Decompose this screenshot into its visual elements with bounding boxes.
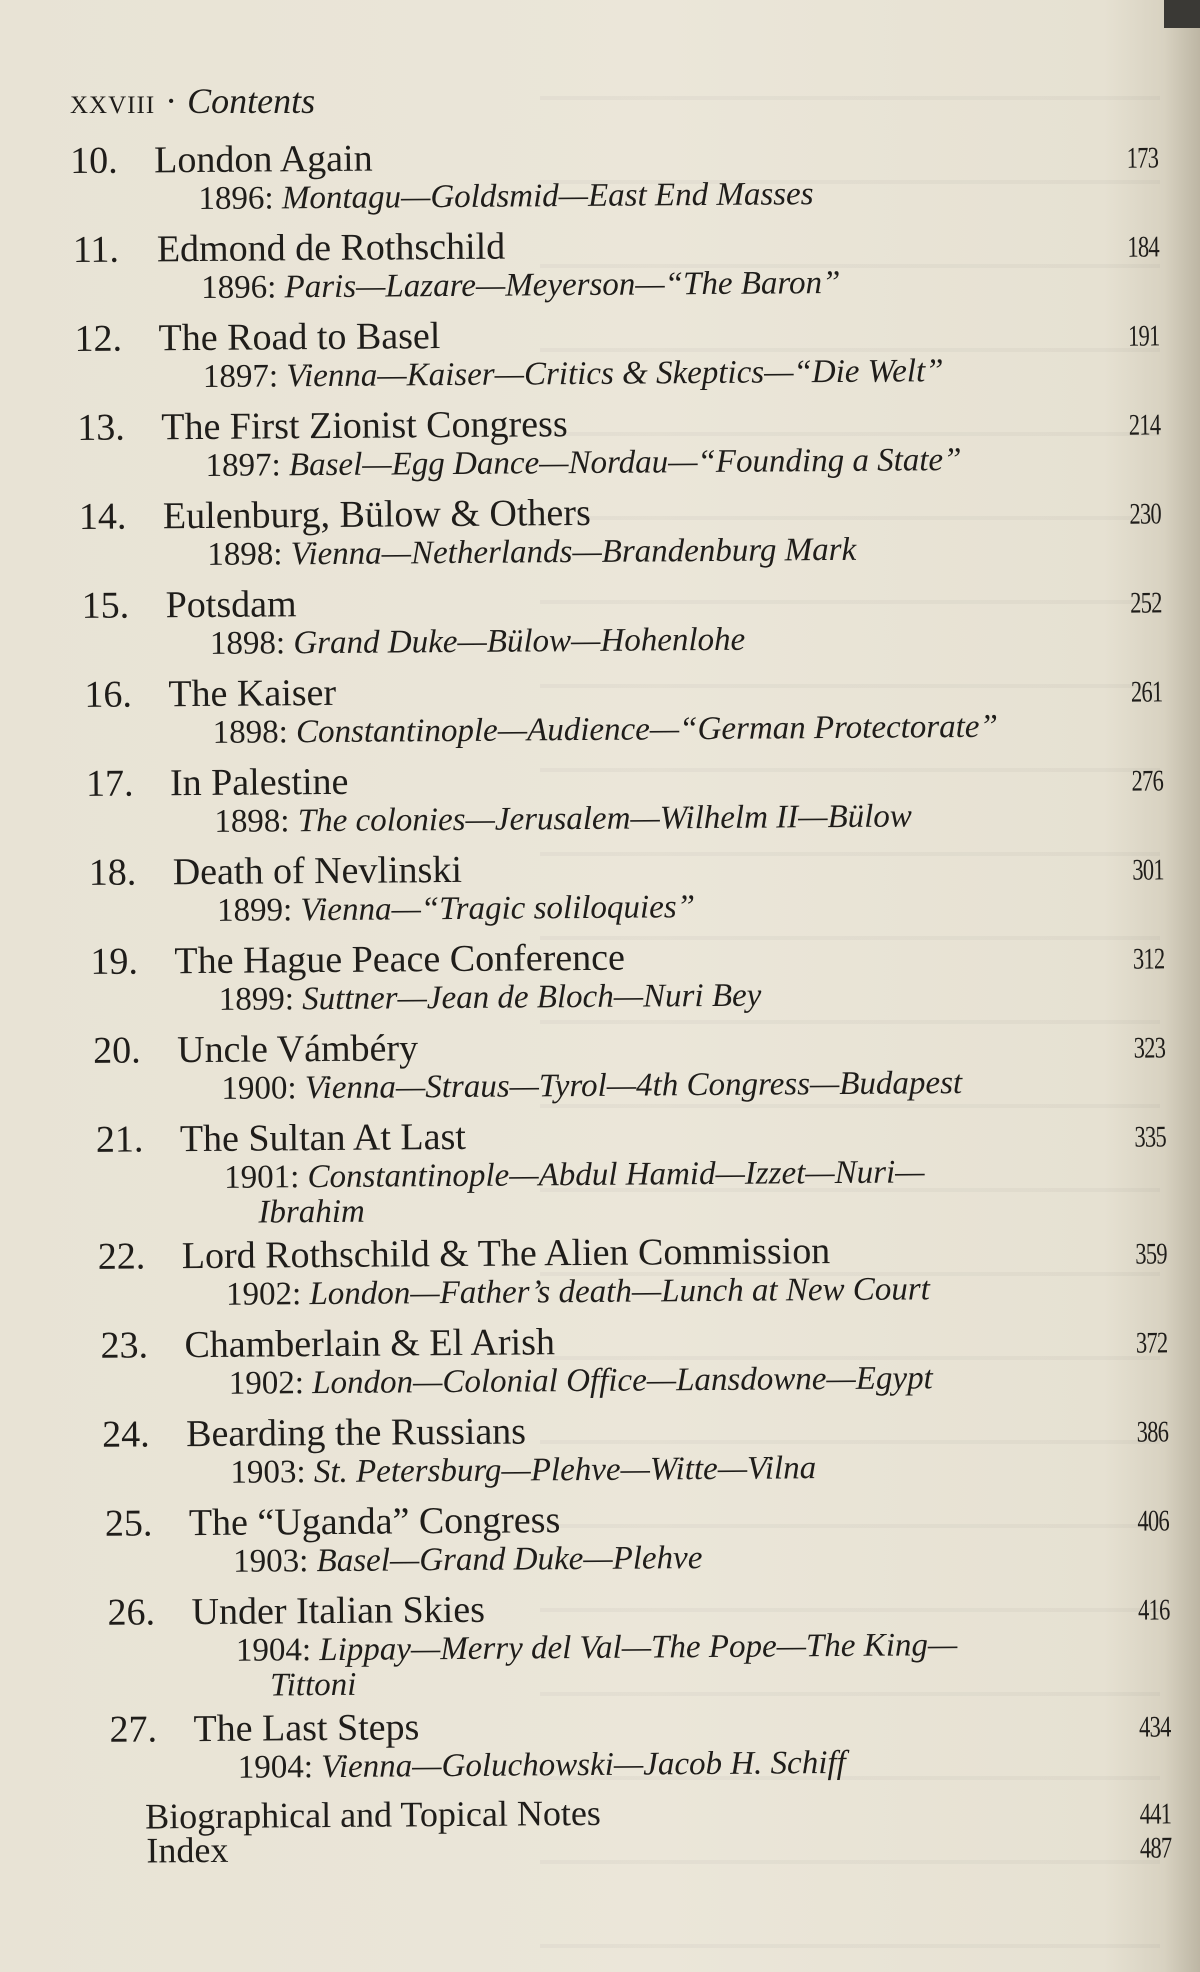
chapter-subtitle [73, 263, 1151, 308]
chapter-title: The Sultan At Last [179, 1115, 467, 1161]
chapter-title: The Road to Basel [158, 315, 441, 360]
chapter-places: Montagu—Goldsmid—East End Masses [281, 176, 814, 217]
chapter-page-number: 230 [1129, 497, 1162, 531]
back-matter-page-number: 487 [1139, 1831, 1172, 1865]
page-edge-shadow [1164, 0, 1200, 28]
chapter-places: Grand Duke—Bülow—Hohenlohe [293, 621, 746, 662]
chapter-places: St. Petersburg—Plehve—Witte—Vilna [313, 1450, 817, 1491]
toc-entry [85, 754, 1164, 841]
chapter-subtitle [86, 796, 1155, 841]
chapter-title: Under Italian Skies [191, 1588, 486, 1634]
chapter-places: Basel—Egg Dance—Nordau—“Founding a State” [288, 442, 962, 484]
toc-entry [109, 1700, 1171, 1787]
chapter-page-number: 416 [1137, 1593, 1170, 1627]
chapter-title: The Last Steps [193, 1706, 420, 1751]
chapter-page-number: 191 [1127, 319, 1160, 353]
toc-entry [78, 488, 1162, 575]
toc-entry [100, 1316, 1168, 1403]
toc-entry [70, 132, 1159, 219]
chapter-subtitle [102, 1447, 1160, 1492]
chapter-page-number: 276 [1131, 764, 1164, 798]
chapter-subtitle [98, 1269, 1159, 1314]
chapter-places: London—Colonial Office—Lansdowne—Egypt [312, 1360, 933, 1402]
chapter-page-number: 184 [1127, 230, 1160, 264]
chapter-year: 1901: [224, 1159, 300, 1196]
chapter-places: Vienna—Netherlands—Brandenburg Mark [290, 531, 857, 573]
chapter-year: 1898: [214, 803, 290, 840]
running-head-title: Contents [187, 81, 316, 121]
chapter-year: 1904: [237, 1749, 314, 1786]
chapter-subtitle [75, 352, 1152, 397]
chapter-places: Constantinople—Audience—“German Protectorate” [295, 708, 999, 751]
chapter-title: London Again [153, 137, 373, 182]
chapter-number: 22. [97, 1235, 146, 1278]
toc-entry [88, 843, 1164, 930]
toc-entry [95, 1110, 1166, 1231]
chapter-year: 1904: [235, 1632, 312, 1669]
chapter-number: 24. [102, 1413, 150, 1456]
chapter-subtitle [91, 974, 1157, 1019]
chapter-subtitle [93, 1063, 1157, 1108]
chapter-number: 17. [85, 762, 134, 805]
chapter-subtitle [79, 530, 1153, 575]
chapter-places: Paris—Lazare—Meyerson—“The Baron” [284, 264, 841, 306]
toc-entry [102, 1405, 1169, 1492]
chapter-number: 11. [72, 228, 120, 271]
toc-entry [81, 577, 1162, 664]
back-matter-entry [112, 1823, 1172, 1871]
chapter-title: Edmond de Rothschild [156, 225, 506, 271]
chapter-title: Uncle Vámbéry [176, 1027, 419, 1072]
chapter-number: 15. [81, 584, 130, 627]
chapter-year: 1900: [221, 1070, 297, 1107]
toc-entry [104, 1494, 1170, 1581]
chapter-places: The colonies—Jerusalem—Wilhelm II—Bülow [297, 798, 912, 840]
chapter-subtitle [89, 885, 1156, 930]
toc-entry [107, 1583, 1170, 1704]
chapter-subtitle [82, 619, 1154, 664]
chapter-number: 18. [88, 851, 137, 894]
chapter-year: 1903: [233, 1543, 309, 1580]
chapter-number: 26. [107, 1591, 156, 1634]
chapter-page-number: 335 [1134, 1120, 1166, 1154]
chapter-subtitle [110, 1742, 1163, 1787]
chapter-year: 1903: [230, 1454, 306, 1491]
chapter-title: The First Zionist Congress [161, 403, 568, 449]
chapter-year: 1896: [198, 180, 274, 217]
chapter-places: Lippay—Merry del Val—The Pope—The King— [319, 1627, 958, 1669]
chapter-number: 23. [100, 1324, 149, 1367]
chapter-places: Vienna—Straus—Tyrol—4th Congress—Budapest [304, 1065, 963, 1107]
chapter-title: Lord Rothschild & The Alien Commission [181, 1230, 831, 1278]
back-matter-page-number: 441 [1139, 1797, 1172, 1831]
chapter-subtitle-continued: Tittoni [270, 1666, 357, 1704]
chapter-page-number: 406 [1137, 1504, 1170, 1538]
chapter-title: The Kaiser [168, 671, 337, 716]
running-head-separator: · [165, 81, 178, 121]
chapter-page-number: 173 [1126, 141, 1159, 175]
chapter-title: Bearding the Russians [186, 1410, 527, 1456]
back-matter-title: Index [146, 1829, 229, 1871]
chapter-number: 20. [92, 1029, 141, 1072]
chapter-number: 10. [70, 139, 118, 182]
back-matter-title: Biographical and Topical Notes [145, 1792, 602, 1837]
running-head [70, 80, 315, 122]
chapter-number: 14. [78, 495, 127, 538]
chapter-number: 27. [109, 1708, 158, 1751]
chapter-page-number: 386 [1136, 1415, 1169, 1449]
chapter-page-number: 359 [1135, 1237, 1167, 1271]
chapter-title: The Hague Peace Conference [174, 936, 626, 983]
chapter-places: Basel—Grand Duke—Plehve [316, 1540, 703, 1580]
chapter-page-number: 261 [1130, 675, 1163, 709]
chapter-subtitle [101, 1358, 1160, 1403]
chapter-year: 1896: [201, 269, 277, 306]
toc-entry [72, 221, 1160, 308]
chapter-number: 19. [90, 940, 139, 983]
chapter-title: In Palestine [169, 760, 349, 805]
chapter-year: 1897: [205, 447, 281, 484]
chapter-page-number: 372 [1135, 1326, 1168, 1360]
chapter-title: Chamberlain & El Arish [184, 1321, 556, 1367]
table-of-contents [70, 132, 1172, 1880]
chapter-places: Vienna—Goluchowski—Jacob H. Schiff [321, 1744, 846, 1786]
toc-entry [77, 399, 1161, 486]
chapter-places: Vienna—Kaiser—Critics & Skeptics—“Die Welt” [286, 353, 944, 395]
chapter-title: The “Uganda” Congress [188, 1499, 561, 1545]
chapter-places: London—Father’s death—Lunch at New Court [309, 1271, 930, 1313]
toc-entry [84, 666, 1163, 753]
chapter-year: 1898: [209, 625, 286, 662]
toc-entry [90, 932, 1165, 1019]
chapter-number: 25. [104, 1502, 153, 1545]
chapter-places: Constantinople—Abdul Hamid—Izzet—Nuri— [307, 1154, 925, 1196]
chapter-places: Suttner—Jean de Bloch—Nuri Bey [302, 977, 762, 1018]
chapter-year: 1899: [216, 892, 293, 929]
chapter-year: 1902: [225, 1276, 302, 1313]
chapter-page-number: 214 [1128, 408, 1161, 442]
chapter-page-number: 252 [1130, 586, 1162, 620]
chapter-places: Vienna—“Tragic soliloquies” [300, 889, 696, 929]
toc-entry [92, 1021, 1166, 1108]
chapter-year: 1897: [202, 358, 279, 395]
chapter-title: Death of Nevlinski [172, 848, 463, 894]
chapter-title: Potsdam [165, 583, 297, 627]
chapter-page-number: 434 [1138, 1710, 1171, 1744]
chapter-number: 16. [84, 673, 133, 716]
chapter-page-number: 323 [1133, 1031, 1166, 1065]
running-head-page-numeral: xxviii [70, 81, 156, 121]
chapter-title: Eulenburg, Bülow & Others [162, 491, 591, 538]
chapter-page-number: 301 [1132, 853, 1164, 887]
chapter-year: 1898: [207, 536, 283, 573]
toc-entry [97, 1227, 1167, 1314]
chapter-page-number: 312 [1132, 942, 1165, 976]
toc-entry [74, 310, 1160, 397]
chapter-subtitle-continued: Ibrahim [258, 1193, 365, 1231]
chapter-year: 1899: [218, 981, 295, 1018]
chapter-year: 1902: [228, 1365, 305, 1402]
chapter-year: 1898: [212, 714, 288, 751]
chapter-subtitle [85, 708, 1155, 753]
chapter-number: 21. [95, 1118, 144, 1161]
chapter-number: 12. [74, 317, 123, 360]
chapter-subtitle [70, 174, 1150, 219]
chapter-subtitle [105, 1536, 1161, 1581]
chapter-number: 13. [77, 406, 125, 449]
chapter-subtitle [77, 441, 1152, 486]
